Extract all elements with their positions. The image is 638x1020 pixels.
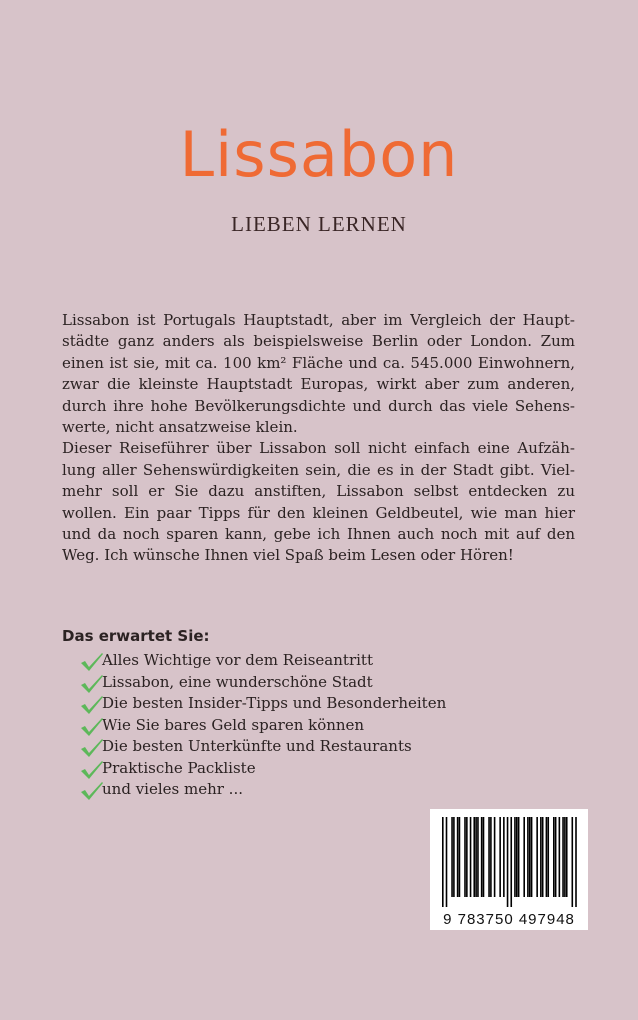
barcode-bar [470,817,472,897]
barcode-bar [562,817,564,897]
barcode-bar [473,817,475,897]
feature-label: Praktische Packliste [102,758,256,777]
book-subtitle: LIEBEN LERNEN [231,212,407,236]
description-line: einen ist sie, mit ca. 100 km² Fläche und ca. 545.000 Einwohnern, [62,353,575,372]
barcode-bar [459,817,461,897]
barcode-bar [453,817,455,897]
barcode-bar [481,817,483,897]
barcode-bar [451,817,453,897]
features-list [80,650,446,801]
features-heading: Das erwartet Sie: [62,627,210,645]
barcode-bar [559,817,561,897]
description-line: Dieser Reiseführer über Lissabon soll nicht einfach eine Aufzäh- [62,439,575,458]
check-icon [80,717,104,737]
description-line: städte ganz anders als beispielsweise Berlin oder London. Zum [62,332,575,351]
barcode-bar [483,817,485,897]
barcode-bar [553,817,555,897]
barcode-bar [540,817,542,897]
barcode-bar [527,817,529,897]
barcode-bar [523,817,525,897]
feature-label: Die besten Unterkünfte und Restaurants [102,737,412,755]
barcode-bar [547,817,549,897]
feature-item [80,650,446,672]
barcode-bar [464,817,466,897]
barcode-bar [457,817,459,897]
barcode-bar [499,817,501,897]
barcode-bar [475,817,477,897]
barcode-bar [442,817,444,907]
description-line: durch ihre hohe Bevölkerungsdichte und durch das viele Sehens- [62,396,575,415]
barcode-bars [440,817,580,907]
feature-item [80,693,446,715]
barcode-bar [518,817,520,897]
barcode-bar [575,817,577,907]
feature-label: Die besten Insider-Tipps und Besonderheiten [102,694,447,712]
feature-label: Lissabon, eine wunderschöne Stadt [102,672,373,691]
check-icon [80,760,104,780]
feature-item [80,779,446,801]
check-icon [80,652,104,672]
barcode-bar [546,817,548,897]
barcode-bar [466,817,468,897]
barcode-bar [494,817,496,897]
barcode-bar [531,817,533,897]
feature-label: Wie Sie bares Geld sparen können [102,715,365,734]
barcode-bar [514,817,516,897]
book-title: Lissabon [179,118,459,191]
description-line: wollen. Ein paar Tipps für den kleinen Geldbeutel, wie man hier [62,503,575,522]
description-line: zwar die kleinste Hauptstadt Europas, wirkt aber zum anderen, [62,375,575,394]
barcode-bar [477,817,479,897]
check-icon [80,781,104,801]
barcode-bar [555,817,557,897]
barcode-bar [507,817,509,907]
barcode-bar [488,817,490,897]
description-line: lung aller Sehenswürdigkeiten sein, die es in der Stadt gibt. Viel- [62,460,575,479]
feature-item [80,672,446,694]
feature-label: und vieles mehr ... [102,780,243,798]
barcode-bar [536,817,538,897]
barcode-bar [564,817,566,897]
barcode-bar [529,817,531,897]
barcode [430,809,588,930]
check-icon [80,674,104,694]
barcode-bar [446,817,448,907]
description [62,310,575,567]
barcode-bar [572,817,574,907]
description-line: und da noch sparen kann, gebe ich Ihnen auch noch mit auf den [62,525,575,544]
barcode-bar [490,817,492,897]
barcode-bar [503,817,505,897]
isbn-number: 9 783750 497948 [443,911,575,928]
feature-item [80,758,446,780]
description-line: Lissabon ist Portugals Hauptstadt, aber im Vergleich der Haupt- [62,311,575,329]
barcode-bar [542,817,544,897]
barcode-bar [510,817,512,907]
barcode-bar [516,817,518,897]
description-line: mehr soll er Sie dazu anstiften, Lissabon selbst entdecken zu [62,482,575,501]
barcode-bar [566,817,568,897]
check-icon [80,695,104,715]
check-icon [80,738,104,758]
feature-item [80,715,446,737]
feature-item [80,736,446,758]
description-line: Weg. Ich wünsche Ihnen viel Spaß beim Lesen oder Hören! [62,546,514,565]
feature-label: Alles Wichtige vor dem Reiseantritt [102,651,373,669]
description-line: werte, nicht ansatzweise klein. [62,418,298,437]
